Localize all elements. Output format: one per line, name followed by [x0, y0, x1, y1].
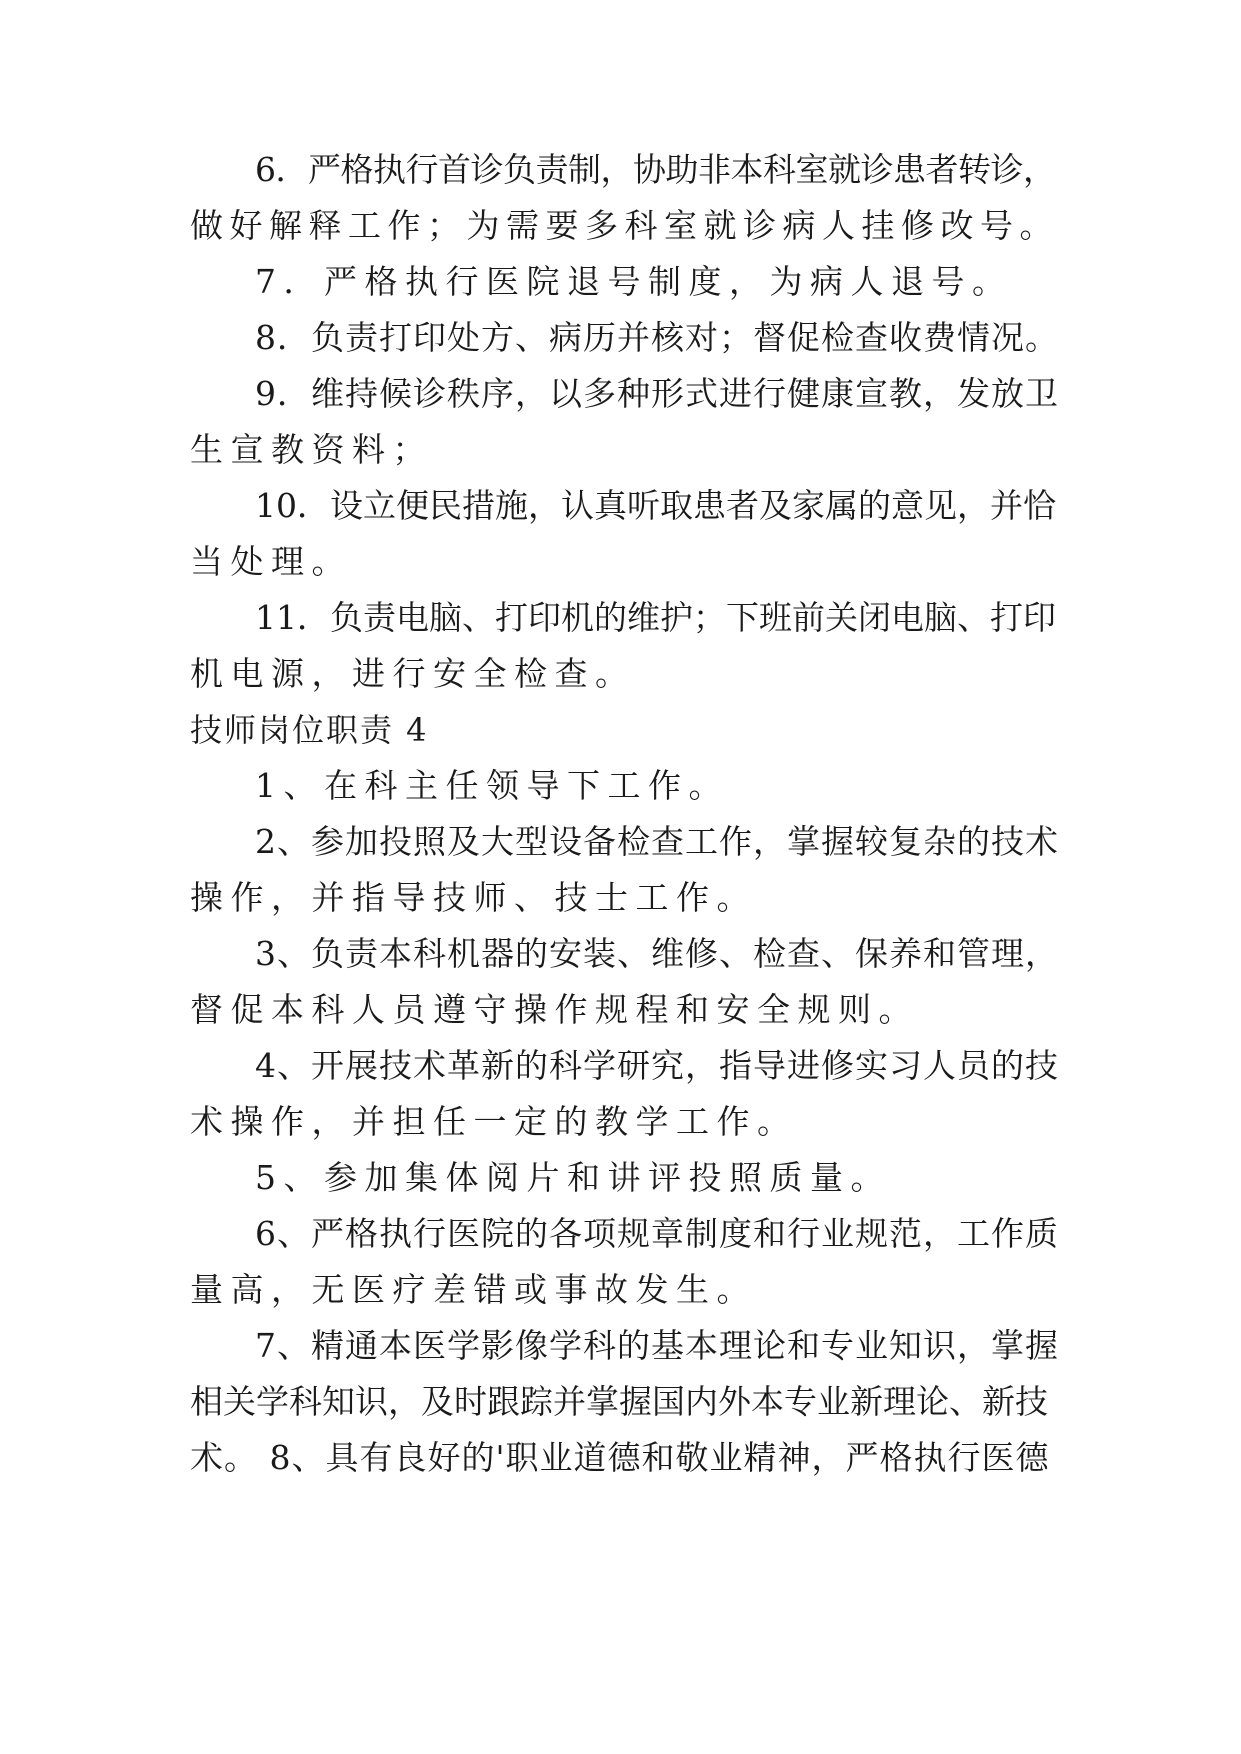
paragraph-line: 8．负责打印处方、病历并核对；督促检查收费情况。 — [255, 318, 1059, 357]
paragraph-line: 7、精通本医学影像学科的基本理论和专业知识，掌握 — [255, 1326, 1059, 1365]
paragraph-line: 做好解释工作；为需要多科室就诊病人挂修改号。 — [190, 206, 1059, 245]
paragraph-line: 10．设立便民措施，认真听取患者及家属的意见，并恰 — [255, 486, 1056, 525]
paragraph-line: 5、参加集体阅片和讲评投照质量。 — [255, 1158, 891, 1197]
paragraph-line: 9．维持候诊秩序，以多种形式进行健康宣教，发放卫 — [255, 374, 1059, 413]
paragraph-line: 6．严格执行首诊负责制，协助非本科室就诊患者转诊， — [255, 150, 1056, 189]
paragraph-line: 4、开展技术革新的科学研究，指导进修实习人员的技 — [255, 1046, 1059, 1085]
paragraph-line: 2、参加投照及大型设备检查工作，掌握较复杂的技术 — [255, 822, 1059, 861]
paragraph-line: 量高，无医疗差错或事故发生。 — [190, 1270, 757, 1309]
paragraph-line: 术。 8、具有良好的'职业道德和敬业精神，严格执行医德 — [190, 1438, 1050, 1477]
paragraph-line: 3、负责本科机器的安装、维修、检查、保养和管理， — [255, 934, 1059, 973]
paragraph-line: 1、在科主任领导下工作。 — [255, 766, 729, 805]
paragraph-line: 术操作，并担任一定的教学工作。 — [190, 1102, 798, 1141]
paragraph-line: 相关学科知识，及时跟踪并掌握国内外本专业新理论、新技 — [190, 1382, 1048, 1421]
paragraph-line: 生宣教资料； — [190, 430, 433, 469]
paragraph-line: 11．负责电脑、打印机的维护；下班前关闭电脑、打印 — [255, 598, 1056, 637]
paragraph-line: 7．严格执行医院退号制度，为病人退号。 — [255, 262, 1013, 301]
section-heading: 技师岗位职责 4 — [190, 711, 429, 749]
paragraph-line: 当处理。 — [190, 542, 352, 581]
paragraph-line: 操作，并指导技师、技士工作。 — [190, 878, 757, 917]
paragraph-line: 督促本科人员遵守操作规程和安全规则。 — [190, 990, 919, 1029]
paragraph-line: 6、严格执行医院的各项规章制度和行业规范，工作质 — [255, 1214, 1059, 1253]
paragraph-line: 机电源，进行安全检查。 — [190, 654, 636, 693]
